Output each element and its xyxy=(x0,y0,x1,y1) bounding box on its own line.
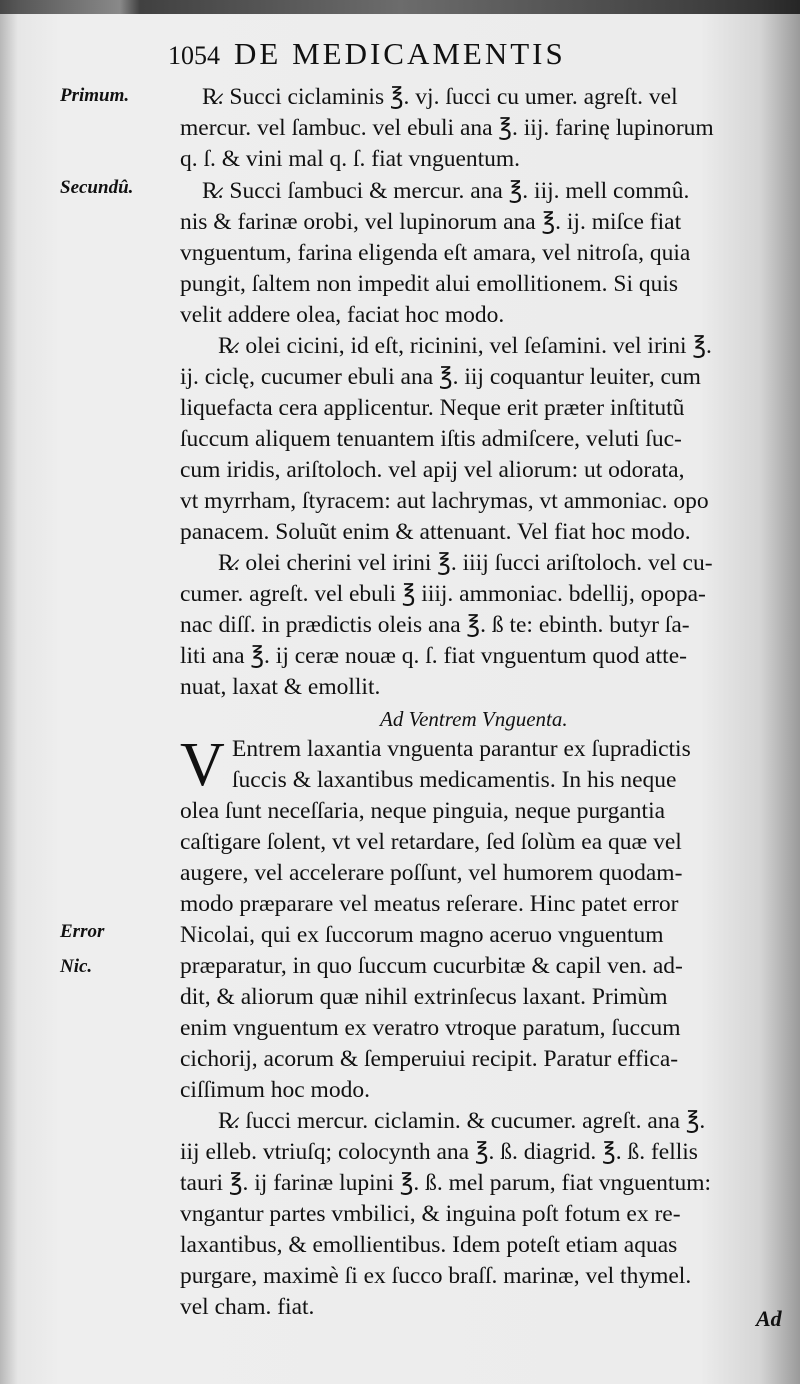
catchword: Ad xyxy=(756,1306,782,1331)
text-line: nac diſſ. in prædictis oleis ana ℥. ß te: ebinth. butyr ſa- xyxy=(180,612,690,638)
text-line: augere, vel accelerare poſſunt, vel humorem quodam- xyxy=(180,860,683,886)
text-line: R̷. olei cherini vel irini ℥. iiij ſucci ariſtoloch. vel cu- xyxy=(218,550,713,576)
section-heading: Ad Ventrem Vnguenta. xyxy=(380,707,568,731)
text-line: vnguentum, farina eligenda eſt amara, vel nitroſa, quia xyxy=(180,240,691,266)
text-line: ſuccum aliquem tenuantem iſtis admiſcere, veluti ſuc- xyxy=(180,426,682,452)
text-line: q. ſ. & vini mal q. ſ. fiat vnguentum. xyxy=(180,146,521,172)
text-line: caſtigare ſolent, vt vel retardare, ſed ſolùm ea quæ vel xyxy=(180,829,682,855)
text-line: modo præparare vel meatus reſerare. Hinc patet error xyxy=(180,891,679,917)
text-line: nuat, laxat & emollit. xyxy=(180,674,381,700)
text-line: cichorij, acorum & ſemperuiui recipit. Paratur effica- xyxy=(180,1046,679,1072)
text-line: cumer. agreſt. vel ebuli ℥ iiij. ammoniac. bdellij, opopa- xyxy=(180,581,706,607)
text-line: R̷. Succi ſambuci & mercur. ana ℥. iij. mell commû. xyxy=(202,178,690,204)
text-line: nis & farinæ orobi, vel lupinorum ana ℥. ij. miſce fiat xyxy=(180,209,682,235)
drop-cap: V xyxy=(180,731,225,799)
margin-note-primum: Primum. xyxy=(60,85,130,106)
text-line: R̷. ſucci mercur. ciclamin. & cucumer. agreſt. ana ℥. xyxy=(218,1108,706,1134)
running-title: DE MEDICAMENTIS xyxy=(234,36,566,71)
text-line: iij elleb. vtriuſq; colocynth ana ℥. ß. diagrid. ℥. ß. fellis xyxy=(180,1139,698,1165)
text-line: enim vnguentum ex veratro vtroque paratum, ſuccum xyxy=(180,1015,681,1041)
margin-note-secundum: Secundû. xyxy=(60,177,134,198)
text-line: velit addere olea, faciat hoc modo. xyxy=(180,302,505,328)
text-line: Nicolai, qui ex ſuccorum magno aceruo vnguentum xyxy=(180,922,664,948)
text-line: olea ſunt neceſſaria, neque pinguia, neque purgantia xyxy=(180,798,666,824)
margin-note-nic: Nic. xyxy=(60,956,93,977)
text-line: R̷. olei cicini, id eſt, ricinini, vel ſeſamini. vel irini ℥. xyxy=(218,333,712,359)
text-line: R̷. Succi ciclaminis ℥. vj. ſucci cu umer. agreſt. vel xyxy=(202,84,678,110)
text-line: cum iridis, ariſtoloch. vel apij vel aliorum: ut odorata, xyxy=(180,457,685,483)
text-line: liti ana ℥. ij ceræ nouæ q. ſ. fiat vnguentum quod atte- xyxy=(180,643,687,669)
text-line: purgare, maximè ſi ex ſucco braſſ. marinæ, vel thymel. xyxy=(180,1263,692,1289)
text-line: panacem. Soluũt enim & attenuant. Vel fiat hoc modo. xyxy=(180,519,691,545)
text-line: laxantibus, & emollientibus. Idem poteſt etiam aquas xyxy=(180,1232,678,1258)
running-header xyxy=(168,36,728,72)
text-line: ciſſimum hoc modo. xyxy=(180,1077,370,1103)
text-line: ſuccis & laxantibus medicamentis. In his neque xyxy=(232,767,677,793)
text-line: liquefacta cera applicentur. Neque erit præter inſtitutũ xyxy=(180,395,685,421)
text-line: dit, & aliorum quæ nihil extrinſecus laxant. Primùm xyxy=(180,984,668,1010)
text-line: præparatur, in quo ſuccum cucurbitæ & capil ven. ad- xyxy=(180,953,683,979)
margin-note-error: Error xyxy=(60,921,105,942)
text-line: vel cham. fiat. xyxy=(180,1294,315,1320)
text-line: pungit, ſaltem non impedit alui emollitionem. Si quis xyxy=(180,271,679,297)
text-line: ij. ciclę, cucumer ebuli ana ℥. iij coquantur leuiter, cum xyxy=(180,364,701,390)
text-line: vngantur partes vmbilici, & inguina poſt fotum ex re- xyxy=(180,1201,681,1227)
page-number: 1054 xyxy=(168,41,220,70)
text-line: tauri ℥. ij farinæ lupini ℥. ß. mel parum, fiat vnguentum: xyxy=(180,1170,711,1196)
text-line: Entrem laxantia vnguenta parantur ex ſupradictis xyxy=(232,736,691,762)
text-line: vt myrrham, ſtyracem: aut lachrymas, vt ammoniac. opo xyxy=(180,488,709,514)
text-line: mercur. vel ſambuc. vel ebuli ana ℥. iij. farinę lupinorum xyxy=(180,115,714,141)
scan-edge xyxy=(0,0,800,14)
